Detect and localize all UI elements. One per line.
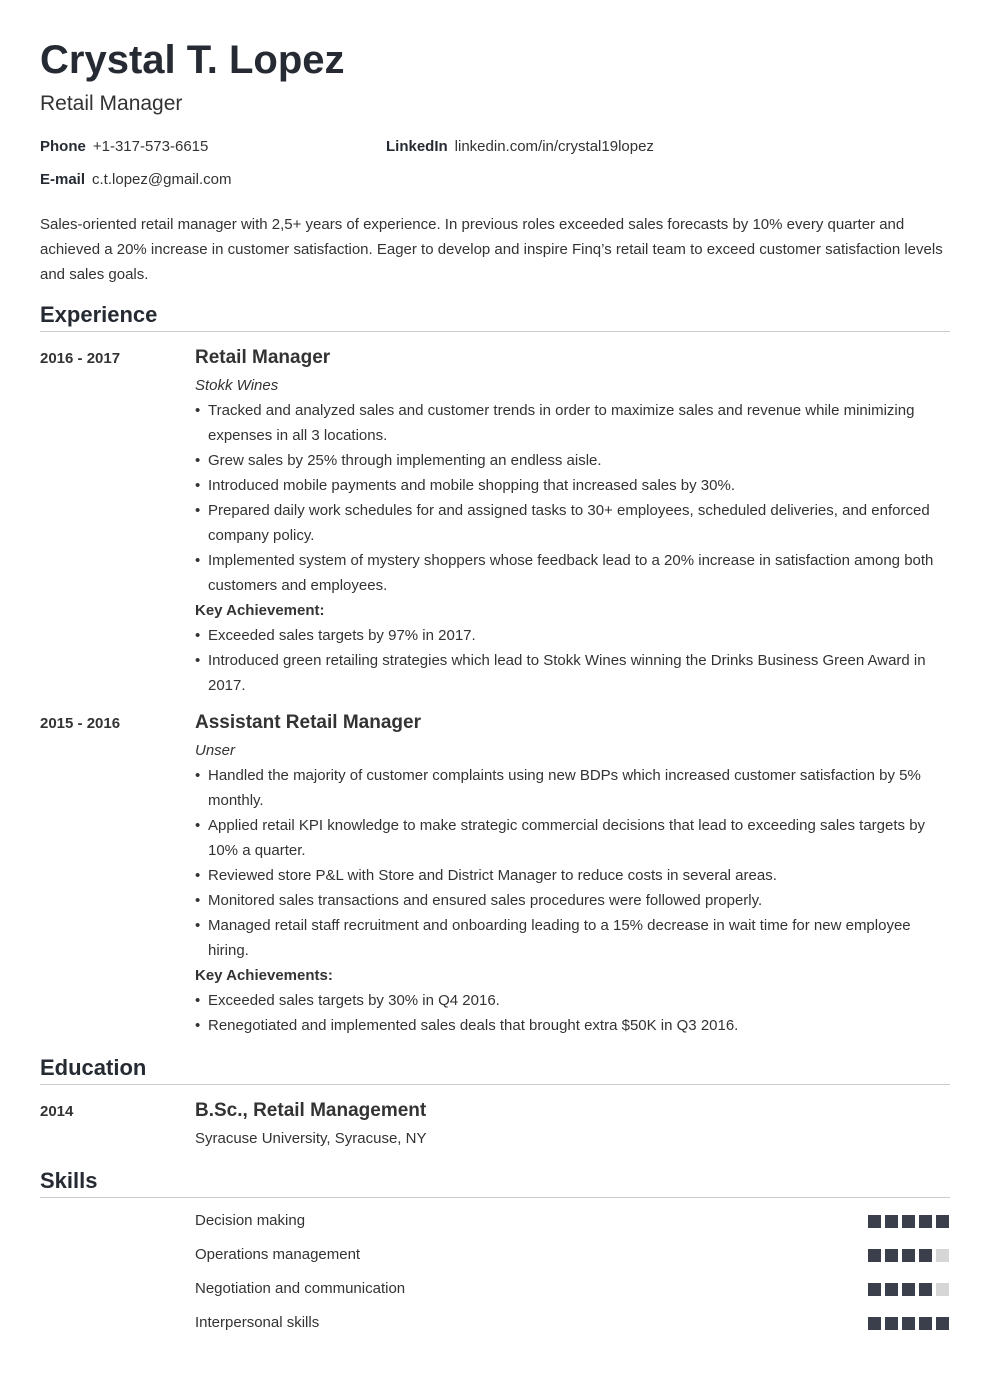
rating-square-filled [919,1317,932,1330]
list-item: • Exceeded sales targets by 30% in Q4 2016. [195,988,950,1013]
skills-heading: Skills [40,1167,950,1198]
rating-square-filled [885,1215,898,1228]
candidate-title: Retail Manager [40,92,183,115]
rating-square-filled [902,1215,915,1228]
summary: Sales-oriented retail manager with 2,5+ years of experience. In previous roles exceeded sales forecasts by 10% every quarter and achieved a 20% increase in customer satisfaction. Eager to develop and inspire Finq’s retail team to exceed customer satisfaction levels and sales goals. [40,216,943,283]
rating-square-filled [936,1215,949,1228]
contact-linkedin [386,137,654,157]
email-value[interactable]: c.t.lopez@gmail.com [92,171,232,188]
rating-square-filled [919,1215,932,1228]
list-item: • Grew sales by 25% through implementing an endless aisle. [195,448,950,473]
skill-row [195,1244,950,1266]
linkedin-value[interactable]: linkedin.com/in/crystal19lopez [454,138,654,155]
list-item: • Monitored sales transactions and ensured sales procedures were followed properly. [195,888,950,913]
skill-name: Negotiation and communication [195,1280,406,1297]
job-1-bullets [195,398,950,598]
list-item: • Managed retail staff recruitment and onboarding leading to a 15% decrease in wait time for new employee hiring. [195,913,950,963]
job-1-title: Retail Manager [195,347,331,368]
skill-row [195,1210,950,1232]
job-2 [195,711,950,1038]
list-item: • Prepared daily work schedules for and assigned tasks to 30+ employees, scheduled deliveries, and enforced company policy. [195,498,950,548]
skill-name: Operations management [195,1246,361,1263]
rating-square-empty [936,1283,949,1296]
job-1-achievement-label: Key Achievement: [195,602,325,619]
rating-square-filled [902,1283,915,1296]
skill-row [195,1278,950,1300]
skill-name: Interpersonal skills [195,1314,320,1331]
skill-rating [868,1317,949,1330]
skill-rating [868,1283,949,1296]
rating-square-filled [868,1215,881,1228]
job-2-achievements [195,988,950,1038]
linkedin-label: LinkedIn [386,138,448,155]
list-item: • Reviewed store P&L with Store and District Manager to reduce costs in several areas. [195,863,950,888]
list-item: • Handled the majority of customer complaints using new BDPs which increased customer satisfaction by 5% monthly. [195,763,950,813]
rating-square-filled [885,1317,898,1330]
contact-email [40,170,231,190]
rating-square-filled [885,1283,898,1296]
job-1-achievements [195,623,950,698]
job-2-company: Unser [195,742,236,759]
education-year: 2014 [40,1103,74,1120]
list-item: • Applied retail KPI knowledge to make strategic commercial decisions that lead to exceeding sales targets by 10% a quarter. [195,813,950,863]
rating-square-filled [902,1317,915,1330]
job-2-bullets [195,763,950,963]
job-1 [195,346,950,698]
list-item: • Introduced green retailing strategies which lead to Stokk Wines winning the Drinks Business Green Award in 2017. [195,648,950,698]
education-heading: Education [40,1054,950,1085]
rating-square-filled [868,1249,881,1262]
phone-value[interactable]: +1-317-573-6615 [92,138,209,155]
skill-row [195,1312,950,1334]
email-label: E-mail [40,171,86,188]
contact-phone [40,137,208,157]
education-school: Syracuse University, Syracuse, NY [195,1130,427,1147]
list-item: • Implemented system of mystery shoppers whose feedback lead to a 20% increase in satisfaction among both customers and employees. [195,548,950,598]
skill-rating [868,1215,949,1228]
job-2-achievement-label: Key Achievements: [195,967,333,984]
rating-square-filled [868,1283,881,1296]
experience-heading: Experience [40,301,950,332]
list-item: • Renegotiated and implemented sales deals that brought extra $50K in Q3 2016. [195,1013,950,1038]
rating-square-filled [919,1249,932,1262]
job-2-title: Assistant Retail Manager [195,712,421,733]
phone-label: Phone [40,138,86,155]
rating-square-filled [885,1249,898,1262]
rating-square-filled [868,1317,881,1330]
list-item: • Introduced mobile payments and mobile shopping that increased sales by 30%. [195,473,950,498]
job-1-company: Stokk Wines [195,377,279,394]
list-item: • Exceeded sales targets by 97% in 2017. [195,623,950,648]
skill-name: Decision making [195,1212,306,1229]
job-2-dates: 2015 - 2016 [40,715,121,732]
rating-square-empty [936,1249,949,1262]
education-degree: B.Sc., Retail Management [195,1100,427,1121]
rating-square-filled [936,1317,949,1330]
job-1-dates: 2016 - 2017 [40,350,121,367]
skill-rating [868,1249,949,1262]
rating-square-filled [902,1249,915,1262]
candidate-name: Crystal T. Lopez [40,38,345,82]
rating-square-filled [919,1283,932,1296]
education-entry [195,1099,950,1151]
list-item: • Tracked and analyzed sales and customer trends in order to maximize sales and revenue while minimizing expenses in all 3 locations. [195,398,950,448]
